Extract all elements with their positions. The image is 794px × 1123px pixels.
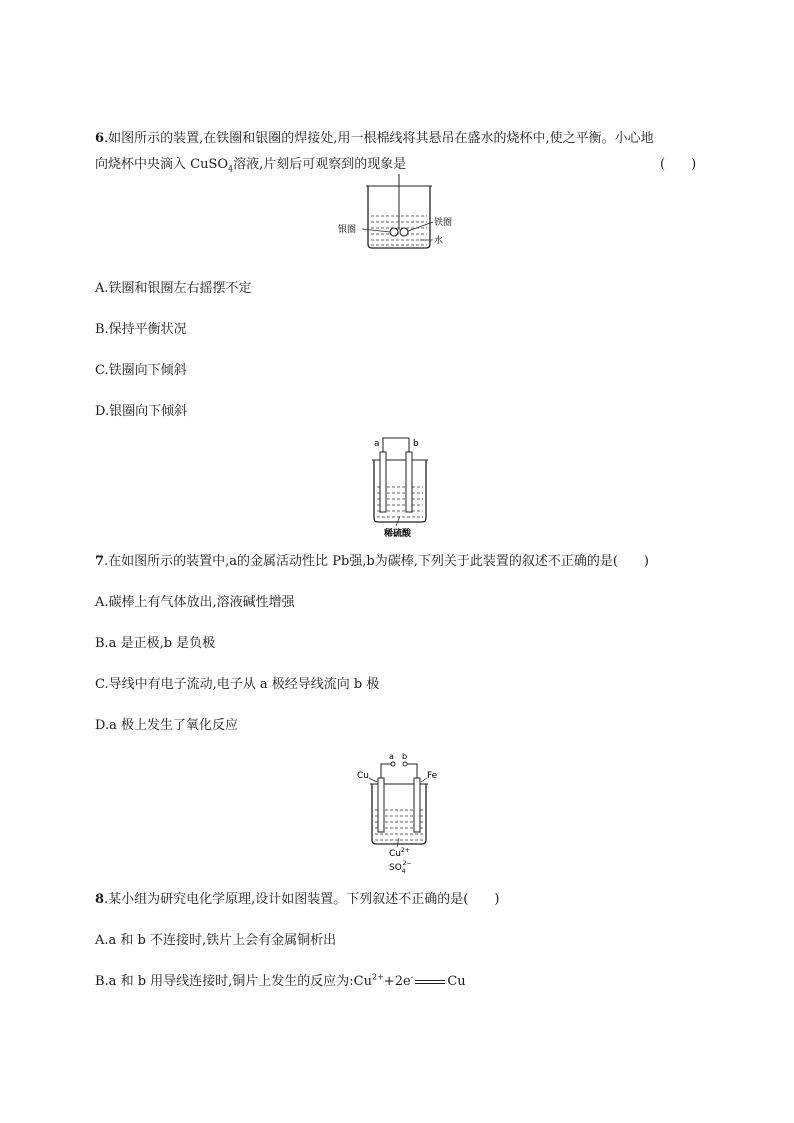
label-terminal-b: b — [402, 752, 408, 761]
q6-option-c: C.铁圈向下倾斜 — [95, 363, 187, 378]
q8-stem: 8.某小组为研究电化学原理,设计如图装置。下列叙述不正确的是( ) — [95, 892, 500, 907]
q8-option-a: A.a 和 b 不连接时,铁片上会有金属铜析出 — [95, 933, 337, 948]
label-silver-ring: 银圈 — [338, 225, 357, 235]
label-electrode-b: b — [413, 439, 419, 449]
label-cu-electrode: Cu — [357, 771, 369, 781]
label-sulfate-ion: $SO_42-$ — [389, 860, 412, 875]
q7-option-b: B.a 是正极,b 是负极 — [95, 636, 216, 651]
q7-number: 7 — [95, 554, 105, 569]
q8-option-b: B.a 和 b 用导线连接时,铜片上发生的反应为$:Cu^{2+}+2e^-$ Cu — [95, 972, 466, 989]
q7-stem: 7.在如图所示的装置中,a的金属活动性比 Pb强,b为碳棒,下列关于此装置的叙述不正确的是( ) — [95, 554, 649, 569]
q8-cell-figure — [355, 750, 445, 876]
label-cu-ion: $Cu^{2+}$ — [389, 847, 410, 859]
q6-option-d: D.银圈向下倾斜 — [95, 404, 188, 419]
q8-number: 8 — [95, 892, 105, 907]
q6-stem-line2: 向烧杯中央滴入 CuSO$_4$溶液,片刻后可观察到的现象是 — [95, 157, 407, 174]
q7-option-a: A.碳棒上有气体放出,溶液碱性增强 — [95, 595, 295, 610]
label-electrode-a: a — [374, 439, 380, 449]
q6-beaker-figure — [330, 170, 453, 256]
q7-option-c: C.导线中有电子流动,电子从 a 极经导线流向 b 极 — [95, 677, 380, 692]
label-dilute-sulfuric-acid: 稀硫酸 — [384, 529, 412, 539]
q6-number: 6 — [95, 131, 105, 146]
reaction-equals-sign — [415, 980, 445, 984]
label-terminal-a: a — [389, 752, 394, 761]
label-water: 水 — [434, 236, 444, 246]
label-iron-ring: 铁圈 — [434, 218, 453, 228]
q7-cell-figure — [360, 432, 440, 538]
q6-answer-paren: ( ) — [660, 157, 697, 172]
q6-option-b: B.保持平衡状况 — [95, 322, 187, 337]
label-fe-electrode: Fe — [427, 771, 438, 781]
q6-stem-line1: 6.如图所示的装置,在铁圈和银圈的焊接处,用一根棉线将其悬吊在盛水的烧杯中,使之平衡。小心地 — [95, 131, 654, 146]
q6-option-a: A.铁圈和银圈左右摇摆不定 — [95, 281, 252, 296]
q7-option-d: D.a 极上发生了氧化反应 — [95, 718, 238, 733]
